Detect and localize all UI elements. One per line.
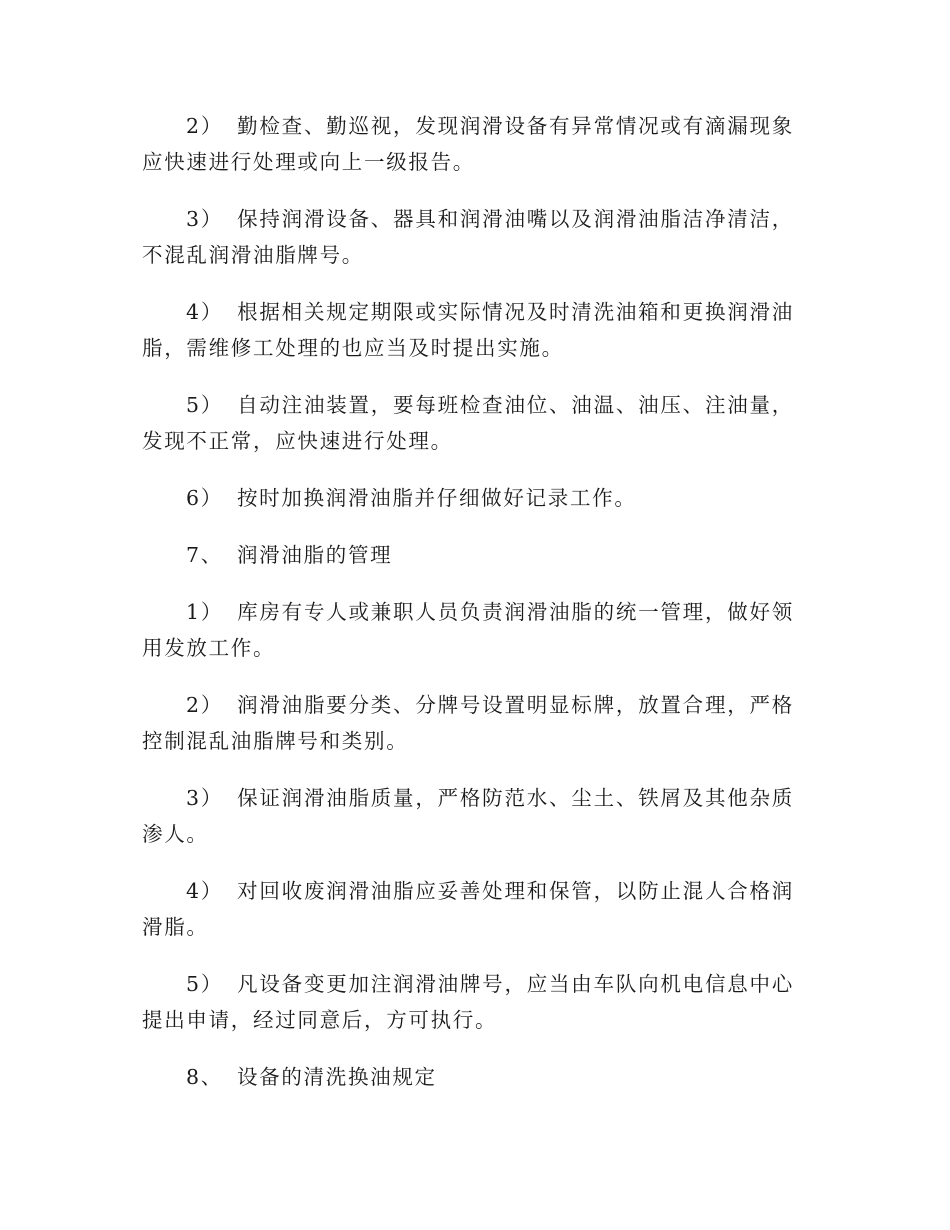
list-item: [142, 873, 794, 945]
item-number: 5）: [186, 972, 224, 996]
item-text: 保持润滑设备、器具和润滑油嘴以及润滑油脂洁净清洁，不混乱润滑油脂牌号。: [142, 207, 794, 267]
item-text: 自动注油装置，要每班检查油位、油温、油压、注油量，发现不正常，应快速进行处理。: [142, 393, 794, 453]
item-text: 润滑油脂要分类、分牌号设置明显标牌，放置合理，严格控制混乱油脂牌号和类别。: [142, 693, 794, 753]
item-text: 根据相关规定期限或实际情况及时清洗油箱和更换润滑油脂，需维修工处理的也应当及时提出实施。: [142, 300, 794, 360]
list-item: [142, 594, 794, 666]
item-number: 3）: [186, 786, 224, 810]
list-item: [142, 480, 794, 516]
item-text: 按时加换润滑油脂并仔细做好记录工作。: [236, 486, 637, 510]
list-item: [142, 687, 794, 759]
section-heading: [142, 537, 794, 573]
item-number: 2）: [186, 693, 224, 717]
list-item: [142, 387, 794, 459]
item-number: 4）: [186, 300, 224, 324]
section-number: 7、: [186, 543, 223, 567]
item-number: 4）: [186, 879, 224, 903]
list-item: [142, 780, 794, 852]
item-number: 1）: [186, 600, 224, 624]
item-text: 库房有专人或兼职人员负责润滑油脂的统一管理，做好领用发放工作。: [142, 600, 794, 660]
section-title: 润滑油脂的管理: [236, 543, 393, 567]
item-text: 凡设备变更加注润滑油牌号，应当由车队向机电信息中心提出申请，经过同意后，方可执行。: [142, 972, 794, 1032]
list-item: [142, 108, 794, 180]
section-number: 8、: [186, 1065, 223, 1089]
section-title: 设备的清洗换油规定: [236, 1065, 437, 1089]
item-number: 5）: [186, 393, 224, 417]
item-text: 对回收废润滑油脂应妥善处理和保管，以防止混人合格润滑脂。: [142, 879, 794, 939]
item-number: 6）: [186, 486, 223, 510]
list-item: [142, 294, 794, 366]
list-item: [142, 201, 794, 273]
item-text: 保证润滑油脂质量，严格防范水、尘土、铁屑及其他杂质渗人。: [142, 786, 794, 846]
section-heading: [142, 1059, 794, 1095]
item-number: 3）: [186, 207, 224, 231]
item-number: 2）: [186, 114, 224, 138]
document-body: [142, 108, 794, 1116]
list-item: [142, 966, 794, 1038]
item-text: 勤检查、勤巡视，发现润滑设备有异常情况或有滴漏现象应快速进行处理或向上一级报告。: [142, 114, 794, 174]
